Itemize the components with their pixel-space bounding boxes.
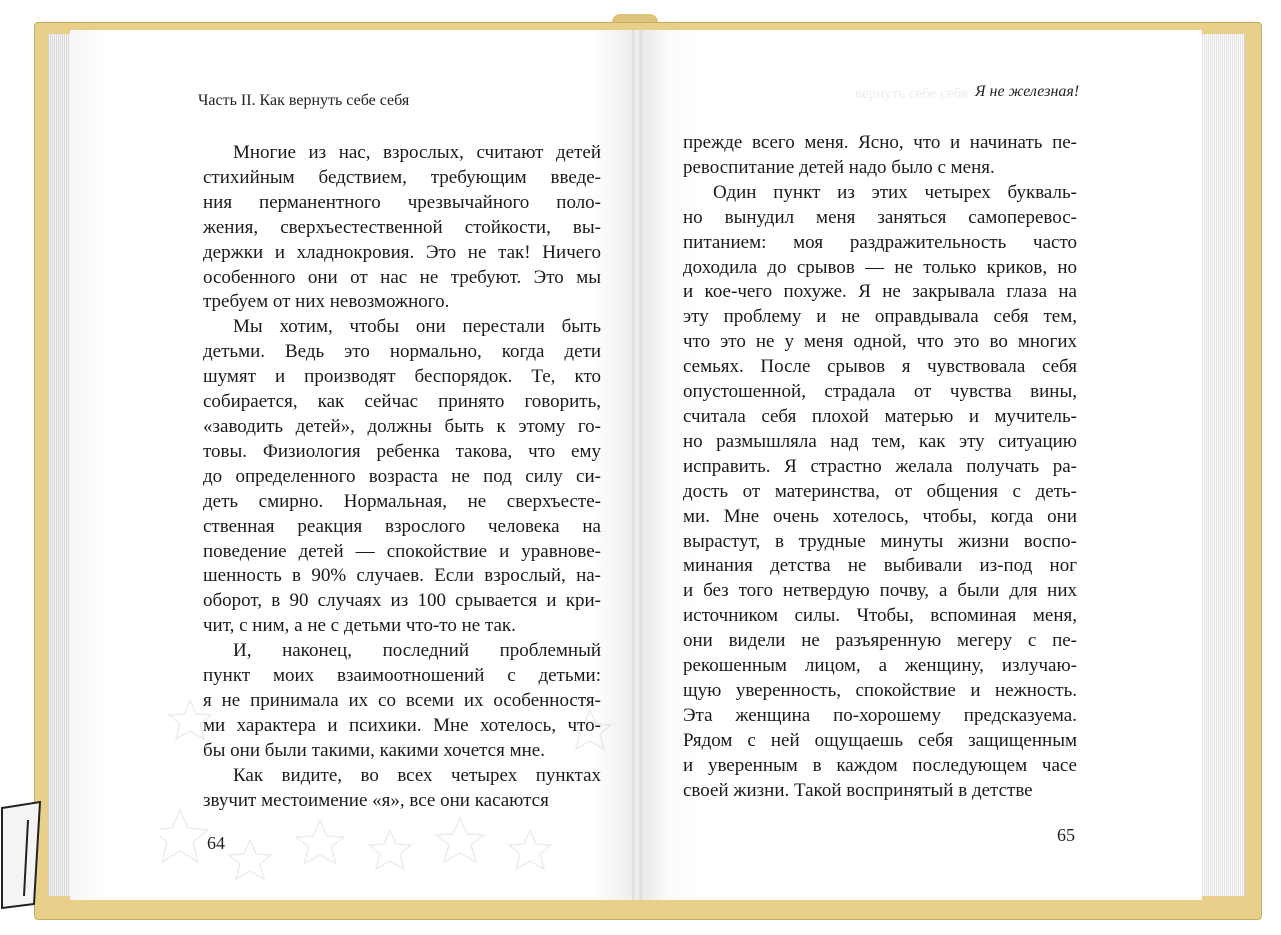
paragraph xyxy=(203,315,601,639)
text-line: и без того нетвердую почву, а были для них xyxy=(683,580,1077,602)
text-line: стихийным бедствием, требующим введе- xyxy=(203,166,601,188)
text-line: И, наконец, последний проблемный xyxy=(233,640,601,662)
paragraph xyxy=(203,764,601,814)
text-line: собирается, как сейчас принято говорить, xyxy=(203,391,601,413)
book-gutter xyxy=(632,30,642,900)
text-line: источником силы. Чтобы, вспоминая меня, xyxy=(683,605,1077,627)
text-line: бы они были такими, какими хочется мне. xyxy=(203,739,545,761)
page-number-left: 64 xyxy=(207,833,225,853)
running-head-right: Я не железная! xyxy=(975,83,1080,100)
text-line: шумят и производят беспорядок. Те, кто xyxy=(203,366,601,388)
text-line: рекошенным лицом, а женщину, излучаю- xyxy=(683,655,1077,677)
text-line: Как видите, во всех четырех пунктах xyxy=(233,764,601,786)
text-line: товы. Физиология ребенка такова, что ему xyxy=(203,440,601,462)
text-line: но вынудил меня заняться самоперевос- xyxy=(683,206,1077,228)
paragraph xyxy=(203,141,601,315)
text-line: звучит местоимение «я», все они касаются xyxy=(203,789,549,811)
text-line: деть смирно. Нормальная, не сверхъесте- xyxy=(203,490,601,512)
text-line: дость от материнства, от общения с деть- xyxy=(683,480,1077,502)
text-line: жения, сверхъестественной стойкости, вы- xyxy=(203,216,601,238)
text-line: питанием: моя раздражительность часто xyxy=(683,231,1077,253)
text-line: семьях. После срывов я чувствовала себя xyxy=(683,356,1077,378)
text-line: пункт моих взаимоотношений с детьми: xyxy=(203,665,601,687)
text-line: ми характера и психики. Мне хотелось, что- xyxy=(203,714,601,736)
text-line: требуем от них невозможного. xyxy=(203,291,450,313)
text-line: Эта женщина по-хорошему предсказуема. xyxy=(683,704,1077,726)
text-line: исправить. Я страстно желала получать ра- xyxy=(683,455,1077,477)
text-line: считала себя плохой матерью и мучитель- xyxy=(683,405,1077,427)
text-line: опустошенной, страдала от чувства вины, xyxy=(683,381,1077,403)
text-line: но размышляла над тем, как эту ситуацию xyxy=(683,430,1077,452)
text-line: Один пункт из этих четырех букваль- xyxy=(713,181,1077,203)
text-line: ми. Мне очень хотелось, чтобы, когда они xyxy=(683,505,1077,527)
text-line: ревоспитание детей надо было с меня. xyxy=(683,156,995,178)
text-line: щую уверенность, спокойствие и нежность. xyxy=(683,679,1077,701)
text-line: оборот, в 90 случаях из 100 срывается и кри- xyxy=(203,590,601,612)
text-line: Мы хотим, чтобы они перестали быть xyxy=(233,316,601,338)
text-line: особенного они от нас не требуют. Это мы xyxy=(203,266,601,288)
show-through-running-head: вернуть себе себя xyxy=(855,86,968,102)
text-line: Рядом с ней ощущаешь себя защищенным xyxy=(683,729,1077,751)
text-line: и уверенным в каждом последующем часе xyxy=(683,754,1077,776)
text-line: Многие из нас, взрослых, считают детей xyxy=(233,142,601,163)
text-line: поведение детей — спокойствие и уравнове- xyxy=(203,540,601,562)
text-line: до определенного возраста не под силу си- xyxy=(203,465,601,487)
text-line: прежде всего меня. Ясно, что и начинать пе- xyxy=(683,132,1077,153)
book-clip-icon xyxy=(0,800,44,910)
page-edges-right xyxy=(1200,34,1245,896)
text-line: ния перманентного чрезвычайного поло- xyxy=(203,191,601,213)
paragraph xyxy=(203,639,601,764)
text-line: они видели не разъяренную мегеру с пе- xyxy=(683,630,1077,652)
text-line: эту проблему и не оправдывала себя тем, xyxy=(683,306,1077,328)
text-line: держки и хладнокровия. Это не так! Ничего xyxy=(203,241,601,263)
text-line: я не принимала их со всеми их особенностя- xyxy=(203,689,601,711)
right-page-body xyxy=(683,131,1077,803)
text-line: вырастут, в трудные минуты жизни воспо- xyxy=(683,530,1077,552)
text-line: что это не у меня одной, что это во многих xyxy=(683,331,1077,353)
left-page-body xyxy=(203,141,601,813)
text-line: доходила до срывов — не только криков, но xyxy=(683,256,1077,278)
page-number-right: 65 xyxy=(1057,825,1075,845)
paragraph xyxy=(683,181,1077,804)
text-line: «заводить детей», должны быть к этому го- xyxy=(203,415,601,437)
paragraph xyxy=(683,131,1077,181)
text-line: минания детства не выбивали из-под ног xyxy=(683,555,1077,577)
text-line: чит, с ним, а не с детьми что-то не так. xyxy=(203,615,516,637)
text-line: ственная реакция взрослого человека на xyxy=(203,515,601,537)
text-line: своей жизни. Такой воспринятый в детстве xyxy=(683,779,1033,801)
text-line: шенность в 90% случаев. Если взрослый, на- xyxy=(203,565,601,587)
text-line: детьми. Ведь это нормально, когда дети xyxy=(203,341,601,363)
text-line: и кое-чего похуже. Я не закрывала глаза на xyxy=(683,281,1077,303)
running-head-left: Часть II. Как вернуть себе себя xyxy=(198,92,410,109)
